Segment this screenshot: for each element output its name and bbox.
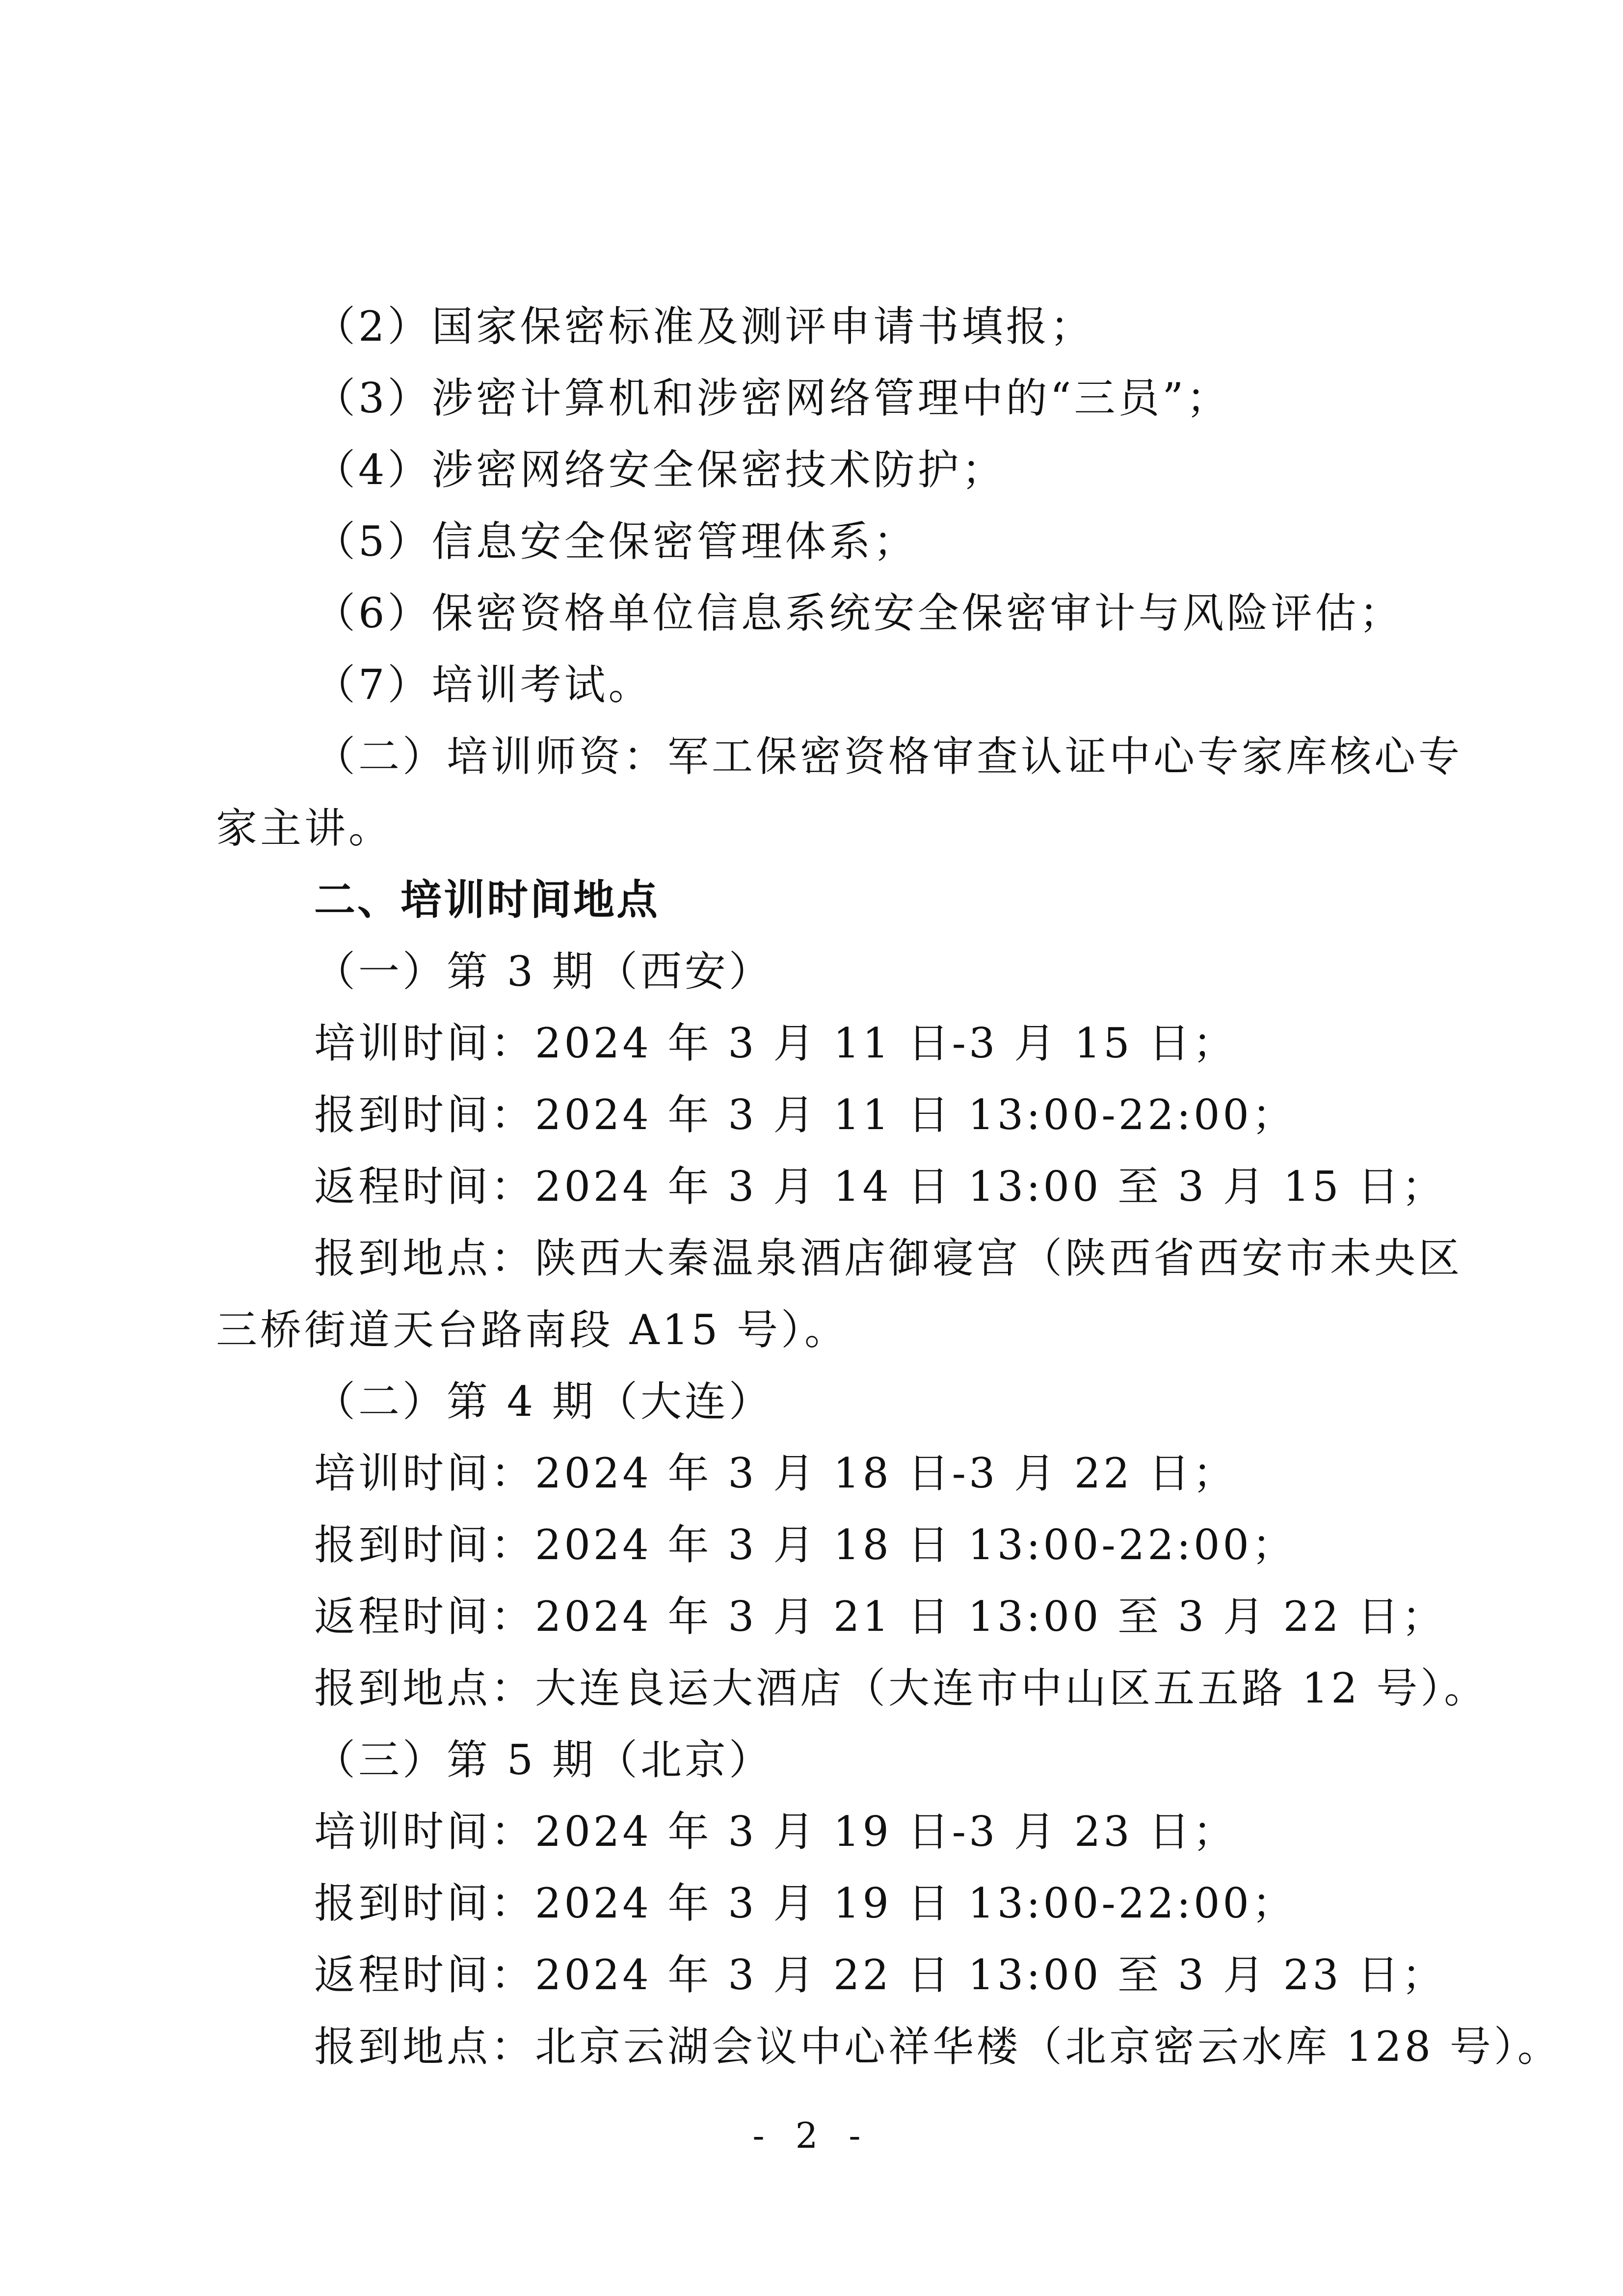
session-4-checkin-time: 报到时间：2024 年 3 月 18 日 13:00-22:00； xyxy=(314,1521,1296,1569)
session-4-title: （二）第 4 期（大连） xyxy=(314,1378,773,1426)
session-3-return-time: 返程时间：2024 年 3 月 14 日 13:00 至 3 月 15 日； xyxy=(314,1162,1446,1211)
session-5-return-time: 返程时间：2024 年 3 月 22 日 13:00 至 3 月 23 日； xyxy=(314,1951,1446,1999)
list-item-6: （6）保密资格单位信息系统安全保密审计与风险评估； xyxy=(314,589,1404,637)
session-5-training-time: 培训时间：2024 年 3 月 19 日-3 月 23 日； xyxy=(314,1808,1237,1856)
page-number: - 2 - xyxy=(752,2115,871,2156)
section-heading: 二、培训时间地点 xyxy=(314,876,660,924)
session-3-title: （一）第 3 期（西安） xyxy=(314,947,773,996)
list-item-2: （2）国家保密标准及测评申请书填报； xyxy=(314,302,1094,351)
session-5-checkin-time: 报到时间：2024 年 3 月 19 日 13:00-22:00； xyxy=(314,1879,1296,1927)
session-5-title: （三）第 5 期（北京） xyxy=(314,1736,773,1784)
session-3-location-cont: 三桥街道天台路南段 A15 号）。 xyxy=(216,1306,849,1354)
session-5-location: 报到地点：北京云湖会议中心祥华楼（北京密云水库 128 号）。 xyxy=(314,2023,1562,2071)
session-3-checkin-time: 报到时间：2024 年 3 月 11 日 13:00-22:00； xyxy=(314,1091,1296,1139)
session-3-location: 报到地点：陕西大秦温泉酒店御寝宫（陕西省西安市未央区 xyxy=(314,1234,1463,1282)
list-item-4: （4）涉密网络安全保密技术防护； xyxy=(314,446,1006,494)
session-4-training-time: 培训时间：2024 年 3 月 18 日-3 月 22 日； xyxy=(314,1449,1237,1497)
list-item-7: （7）培训考试。 xyxy=(314,661,653,709)
session-3-training-time: 培训时间：2024 年 3 月 11 日-3 月 15 日； xyxy=(314,1019,1237,1067)
paragraph-trainers-cont: 家主讲。 xyxy=(216,804,393,852)
list-item-3: （3）涉密计算机和涉密网络管理中的“三员”； xyxy=(314,374,1231,422)
list-item-5: （5）信息安全保密管理体系； xyxy=(314,517,918,566)
session-4-return-time: 返程时间：2024 年 3 月 21 日 13:00 至 3 月 22 日； xyxy=(314,1593,1446,1641)
session-4-location: 报到地点：大连良运大酒店（大连市中山区五五路 12 号）。 xyxy=(314,1664,1489,1712)
paragraph-trainers: （二）培训师资：军工保密资格审查认证中心专家库核心专 xyxy=(314,732,1463,781)
